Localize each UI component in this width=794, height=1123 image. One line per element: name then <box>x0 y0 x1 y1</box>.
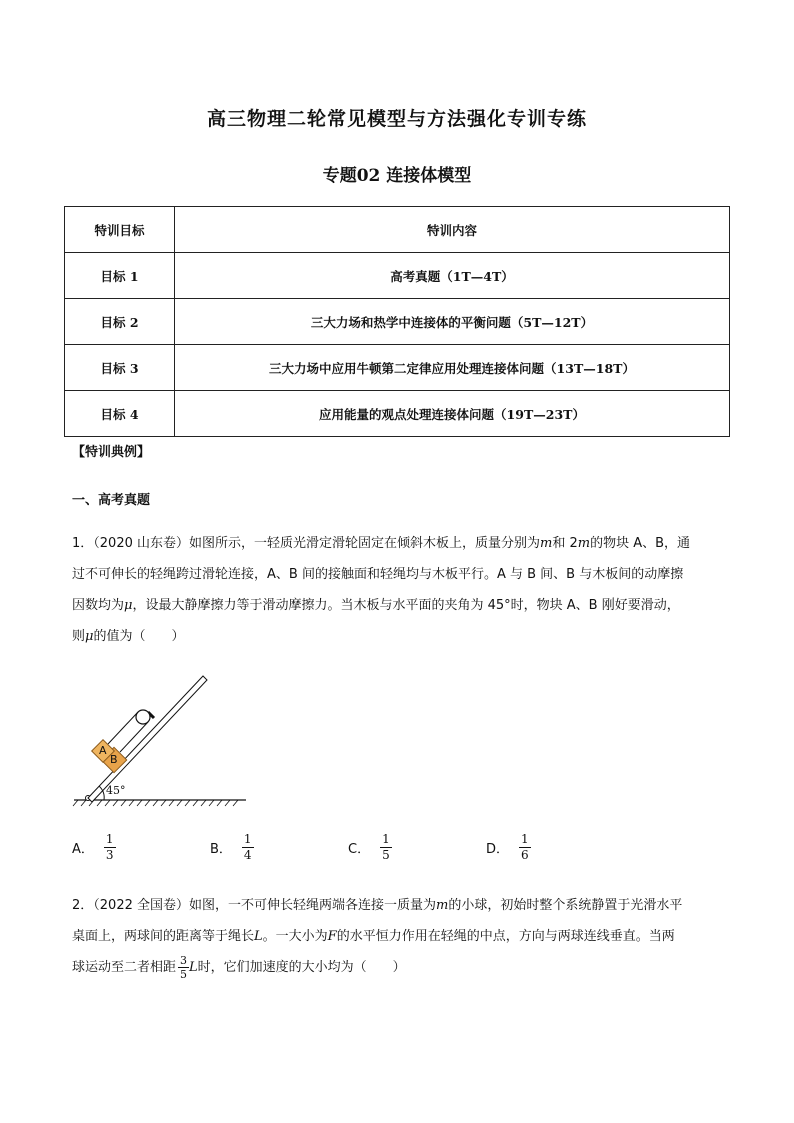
table-row <box>65 391 730 437</box>
option-c[interactable]: C． $\frac{1}{5}$ <box>348 832 390 862</box>
table-row <box>65 345 730 391</box>
question-2-line-1: 2．（2022 全国卷）如图，一不可伸长轻绳两端各连接一质量为m的小球，初始时整个系统静置于光滑水平 <box>72 898 683 913</box>
table-cell: 目标 3 <box>65 345 175 391</box>
table-cell: 应用能量的观点处理连接体问题（19T—23T） <box>175 391 730 437</box>
ground-hatching <box>73 800 238 806</box>
table-header-cell: 特训内容 <box>175 207 730 253</box>
fraction: $\frac{1}{6}$ <box>521 832 529 862</box>
table-cell: 目标 1 <box>65 253 175 299</box>
fraction: $\frac{1}{3}$ <box>105 832 114 862</box>
angle-label: 45° <box>106 784 126 797</box>
block-a-label: A <box>99 744 107 757</box>
question-1-line-2: 过不可伸长的轻绳跨过滑轮连接，A、B 间的接触面和轻绳均与木板平行。A 与 B 间、B 与木板间的动摩擦 <box>72 567 684 582</box>
question-2-line-3: 球运动至二者相距 $\frac{3}{5}$ L 时，它们加速度的大小均为（ ） <box>72 954 406 981</box>
section-heading-examples: 【特训典例】 <box>72 445 151 460</box>
table-cell: 高考真题（1T—4T） <box>175 253 730 299</box>
table-cell: 目标 2 <box>65 299 175 345</box>
question-1-line-3: 因数均为μ，设最大静摩擦力等于滑动摩擦力。当木板与水平面的夹角为 45°时，物块 A、B 刚好要滑动， <box>72 598 680 613</box>
question-2-text <box>72 890 724 983</box>
table-cell: 三大力场中应用牛顿第二定律应用处理连接体问题（13T—18T） <box>175 345 730 391</box>
table-cell: 目标 4 <box>65 391 175 437</box>
table-row <box>65 299 730 345</box>
table-cell: 三大力场和热学中连接体的平衡问题（5T—12T） <box>175 299 730 345</box>
document-subtitle: 专题02 连接体模型 <box>322 166 472 186</box>
table-header-row <box>65 207 730 253</box>
question-1-text <box>72 528 724 652</box>
option-d[interactable]: D． $\frac{1}{6}$ <box>486 832 529 862</box>
table-row <box>65 253 730 299</box>
fraction: $\frac{1}{4}$ <box>243 832 252 862</box>
question-1-line-4: 则μ的值为（ ） <box>72 629 185 644</box>
fraction: $\frac{3}{5}$ <box>180 954 188 981</box>
question-1-line-1: 1．（2020 山东卷）如图所示，一轻质光滑定滑轮固定在倾斜木板上，质量分别为m和 2m的物块 A、B，通 <box>72 536 691 551</box>
section-heading-gaokao: 一、高考真题 <box>72 493 151 508</box>
rope-to-a <box>108 712 138 744</box>
option-b[interactable]: B． $\frac{1}{4}$ <box>210 832 252 862</box>
option-a[interactable]: A． $\frac{1}{3}$ <box>72 832 114 862</box>
inclined-board-pulley-figure <box>70 672 250 812</box>
table-header-cell: 特训目标 <box>65 207 175 253</box>
question-2-line-2: 桌面上，两球间的距离等于绳长L。一大小为F的水平恒力作用在轻绳的中点，方向与两球连线垂直。当两 <box>72 929 675 944</box>
block-b-label: B <box>110 753 118 766</box>
fraction: $\frac{1}{5}$ <box>382 832 390 862</box>
document-title: 高三物理二轮常见模型与方法强化专训专练 <box>206 108 587 130</box>
training-targets-table <box>64 206 730 437</box>
